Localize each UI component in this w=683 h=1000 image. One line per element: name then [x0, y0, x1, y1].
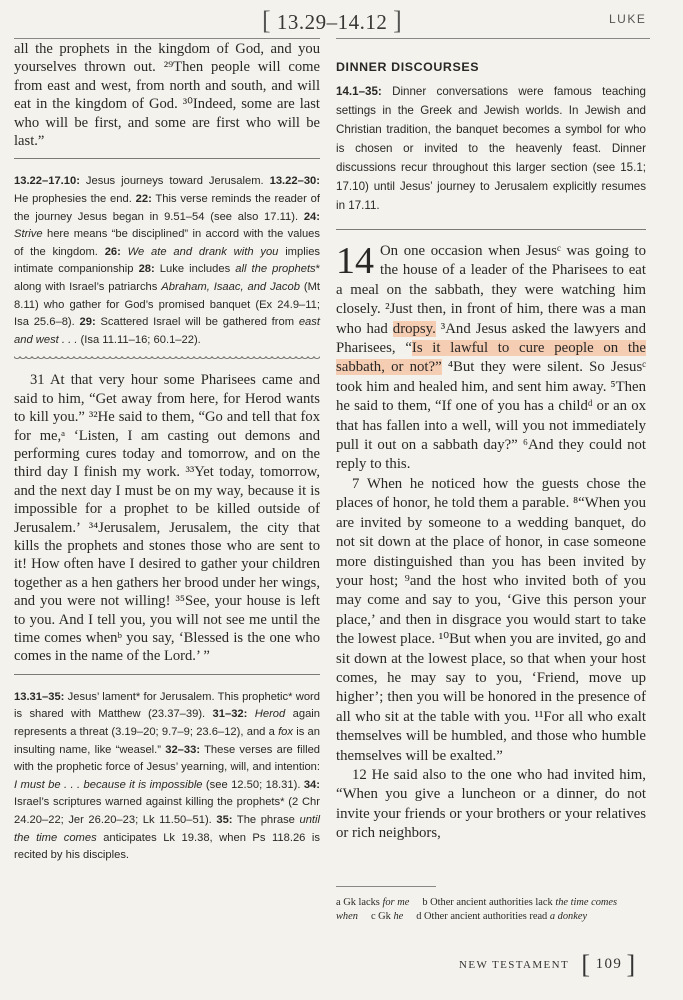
note-italic: Strive	[14, 228, 43, 241]
note-text: here means “be disciplined” in accord with the values of the kingdom.	[14, 228, 320, 258]
chapter-verse-reference: [ 13.29–14.12 ]	[262, 6, 403, 35]
footnote-rule	[336, 886, 436, 887]
intro-ref: 14.1–35:	[336, 85, 382, 98]
scripture-14-1: 14 On one occasion when Jesusᶜ was going to the house of a leader of the Pharisees to eat a meal on the sabbath, they were watching him closely. ²Just then, in front of him, there was a man who had dropsy. ³And Jesus asked the lawyers and Pharisees, “Is it lawful to cure people on the sabbath, or not?” ⁴But they were silent. So Jesusᶜ took him and healed him, and sent him away. ⁵Then he said to them, “If one of you has a childᵈ or an ox that has fallen into a well, will you not immediately pull it out on a sabbath day?” ⁶And they could not reply to this.	[336, 240, 646, 473]
scripture-13-31: 31 At that very hour some Pharisees came and said to him, “Get away from here, for Herod wants to kill you.” ³²He said to them, “Go and tell that fox for me,ᵃ ‘Listen, I am casting out demons and performing cures today and tomorrow, and on the third day I finish my work. ³³Yet today, tomorrow, and the next day I must be on my way, because it is impossible for a prophet to be killed outside of Jerusalem.’ ³⁴Jerusalem, Jerusalem, the city that kills the prophets and stones those who are sent to it! How often have I desired to gather your children together as a hen gathers her brood under her wings, and you were not willing! ³⁵See, your house is left to you. And I tell you, you will not see me until the time comes whenᵇ you say, ‘Blessed is the one who comes in the name of the Lord.’ ”	[14, 372, 320, 665]
section-intro-note	[336, 82, 646, 215]
note-italic: We ate and drank with you	[127, 245, 279, 258]
scripture-13-29: all the prophets in the kingdom of God, and you yourselves thrown out. ²⁹Then people will come from east and west, from north and south, and will eat in the kingdom of God. ³⁰Indeed, some are last who will be first, and some are first who will be last.”	[14, 41, 320, 150]
page-number: 109	[595, 956, 623, 972]
note-text: Luke includes	[154, 263, 236, 276]
scripture-14-7: 7 When he noticed how the guests chose the places of honor, he told them a parable. ⁸“When you are invited by someone to a wedding banquet, do not sit down at the place of honor, in case someone more distinguished than you has been invited by your host; ⁹and the host who invited both of you may come and say to you, ‘Give this person your place,’ and then in disgrace you would start to take the lowest place. ¹⁰But when you are invited, go and sit down at the lowest place, so that when your host comes, he may say to you, ‘Friend, move up higher’; then you will be honored in the presence of all who sit at the table with you. ¹¹For all who exalt themselves will be humbled, and those who humble themselves will be exalted.”	[336, 475, 646, 764]
note-text: This prophetic* word is shared with Matthew (23.37–39).	[14, 690, 320, 721]
footnote-b: b Other ancient authorities lack the time comes when	[336, 897, 618, 922]
note-divider	[14, 158, 320, 159]
note-text	[247, 708, 254, 720]
note-italic: Abraham, Isaac, and Jacob	[161, 281, 300, 293]
note-text: These verses are filled with the prophetic force of Jesus’ yearning, will, and intention:	[14, 743, 321, 774]
footnote-a: a Gk lacks for me	[336, 897, 410, 908]
scripture-14-12: 12 He said also to the one who had invited him, “When you give a luncheon or a dinner, do not invite your friends or your brothers or your relatives or rich neighbors,	[336, 766, 646, 842]
study-note-13-31	[14, 689, 320, 865]
footnote-c: c Gk he	[370, 911, 404, 922]
note-text: Jesus journeys toward Jerusalem.	[79, 175, 270, 188]
right-column	[336, 60, 646, 844]
footnote-d: d Other ancient authorities read a donkey	[416, 911, 588, 922]
note-ref: 28:	[138, 263, 155, 276]
note-divider-2	[14, 674, 320, 675]
page-footer: NEW TESTAMENT [ 109 ]	[459, 950, 637, 979]
footnotes	[336, 896, 636, 924]
intro-text: Dinner conversations were famous teaching settings in the Greek and Jewish worlds. In Jewish and Christian tradition, the banquet becomes a symbol for who is chosen or invited to the heavenly feast. Dinner discussions recur throughout this larger section (see 15.1; 17.10) until Jesus’ journey to Jerusalem explicitly resumes in 17.11.	[336, 85, 646, 212]
note-ref: 13.22–17.10:	[14, 175, 80, 188]
note-text: implies intimate companionship	[14, 245, 321, 276]
note-italic: I must be . . . because it is impossible	[14, 778, 203, 791]
note-text: (Isa 11.11–16; 60.1–22).	[77, 333, 201, 346]
note-ref: 35:	[216, 814, 233, 827]
note-italic: all the prophets	[235, 263, 316, 276]
note-text: Scattered Israel will be gathered from	[95, 316, 299, 329]
book-name: LUKE	[609, 12, 647, 26]
left-column	[14, 40, 320, 865]
note-text: (see 12.50; 18.31).	[202, 778, 304, 791]
note-italic: until the time comes	[14, 814, 320, 844]
note-text: (Mt 8.11) who gather for God’s promised banquet (Ex 24.9–11; Isa 25.6–8).	[14, 281, 320, 329]
wavy-divider	[14, 355, 320, 361]
note-text: is an insulting name, like “weasel.”	[14, 726, 320, 756]
note-italic: east and west . . .	[14, 316, 320, 346]
chapter-number: 14	[336, 240, 374, 282]
note-ref: 32–33:	[165, 743, 201, 756]
header-rule-right	[336, 38, 650, 39]
note-ref: 29:	[79, 316, 96, 329]
highlight-sabbath-question: Is it lawful to cure people on the sabbath, or not?”	[336, 340, 646, 376]
note-ref: 34:	[303, 778, 320, 791]
note-ref: 22:	[135, 193, 152, 206]
section-title: DINNER DISCOURSES	[336, 60, 480, 74]
note-text: He prophesies the end.	[14, 193, 136, 206]
note-italic: fox	[278, 726, 294, 739]
note-text: The phrase	[232, 814, 300, 827]
note-text: again represents a threat (3.19–20; 9.7–9; 23.6–12), and a	[14, 708, 320, 739]
note-ref: 13.31–35:	[14, 690, 65, 703]
footer-label: NEW TESTAMENT	[459, 959, 569, 971]
note-ref: 26:	[104, 245, 121, 258]
note-ref: 31–32:	[212, 708, 248, 721]
header-rule-left	[14, 38, 320, 39]
highlight-dropsy: dropsy.	[392, 320, 436, 337]
note-text: This verse reminds the reader of the journey Jesus began in 9.51–54 (see also 17.11).	[14, 193, 320, 223]
study-note-13-22	[14, 173, 320, 349]
intro-divider	[336, 229, 646, 230]
note-italic: Herod	[254, 708, 286, 721]
note-ref: 13.22–30:	[269, 175, 320, 188]
note-text: Israel’s scriptures warned against killing the prophets* (2 Chr 24.20–22; Jer 26.20–23; Lk 11.50–51).	[14, 796, 320, 827]
note-text: * along with Israel’s patriarchs	[14, 263, 320, 293]
note-text: anticipates Lk 19.38, when Ps 118.26 is recited by his disciples.	[14, 831, 320, 862]
note-ref: 24:	[303, 210, 320, 223]
note-text	[121, 246, 128, 258]
note-text: Jesus’ lament* for Jerusalem.	[64, 690, 215, 703]
